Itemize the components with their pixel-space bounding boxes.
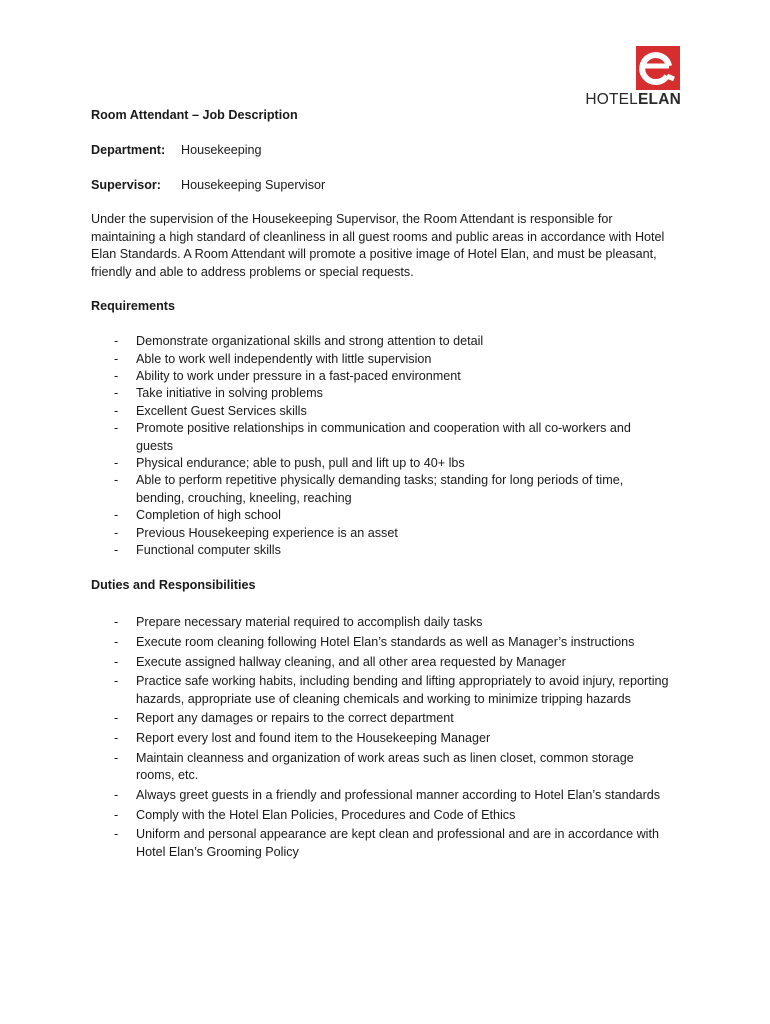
- duties-heading: Duties and Responsibilities: [91, 577, 256, 592]
- list-item: - Promote positive relationships in communication and cooperation with all co-workers and guests: [91, 420, 671, 455]
- requirements-heading: Requirements: [91, 299, 175, 314]
- logo-word-hotel: HOTEL: [585, 91, 638, 108]
- logo-e-icon: [636, 46, 680, 90]
- logo-word-elan: ELAN: [638, 91, 681, 108]
- list-item: - Comply with the Hotel Elan Policies, Procedures and Code of Ethics: [91, 807, 671, 824]
- list-item: - Functional computer skills: [91, 542, 671, 559]
- document-title: Room Attendant – Job Description: [91, 108, 298, 122]
- list-item: - Execute room cleaning following Hotel Elan’s standards as well as Manager’s instructions: [91, 634, 671, 651]
- department-value: Housekeeping: [181, 142, 262, 157]
- list-item: - Completion of high school: [91, 507, 671, 524]
- department-label: Department:: [91, 142, 166, 157]
- supervisor-row: [91, 177, 681, 194]
- list-item: - Practice safe working habits, including bending and lifting appropriately to avoid injury, reporting hazards, appropriate use of cleaning chemicals and working to minimize tripping hazards: [91, 673, 671, 708]
- job-description: [91, 107, 681, 863]
- list-item: - Always greet guests in a friendly and professional manner according to Hotel Elan’s standards: [91, 787, 671, 804]
- list-item: - Able to perform repetitive physically demanding tasks; standing for long periods of time, bending, crouching, kneeling, reaching: [91, 472, 671, 507]
- list-item: - Prepare necessary material required to accomplish daily tasks: [91, 614, 671, 631]
- list-item: - Execute assigned hallway cleaning, and all other area requested by Manager: [91, 654, 671, 671]
- supervisor-value: Housekeeping Supervisor: [181, 177, 326, 192]
- duties-list: [91, 614, 681, 861]
- list-item: - Report any damages or repairs to the correct department: [91, 710, 671, 727]
- list-item: - Demonstrate organizational skills and strong attention to detail: [91, 333, 671, 350]
- intro-paragraph: Under the supervision of the Housekeeping Supervisor, the Room Attendant is responsible for maintaining a high standard of cleanliness in all guest rooms and public areas in accordance with Hotel Elan Standards. A Room Attendant will promote a positive image of Hotel Elan, and must be pleasant, friendly and able to address problems or special requests.: [91, 212, 665, 279]
- list-item: - Previous Housekeeping experience is an asset: [91, 525, 671, 542]
- list-item: - Uniform and personal appearance are kept clean and professional and are in accordance with Hotel Elan’s Grooming Policy: [91, 826, 671, 861]
- list-item: - Ability to work under pressure in a fast-paced environment: [91, 368, 671, 385]
- list-item: - Physical endurance; able to push, pull and lift up to 40+ lbs: [91, 455, 671, 472]
- logo-mark: [636, 46, 680, 90]
- list-item: - Maintain cleanness and organization of work areas such as linen closet, common storage rooms, etc.: [91, 750, 671, 785]
- logo-wordmark: [585, 91, 681, 108]
- department-row: [91, 142, 681, 159]
- list-item: - Excellent Guest Services skills: [91, 403, 671, 420]
- hotel-elan-logo: [583, 46, 681, 108]
- list-item: - Report every lost and found item to the Housekeeping Manager: [91, 730, 671, 747]
- list-item: - Take initiative in solving problems: [91, 385, 671, 402]
- list-item: - Able to work well independently with little supervision: [91, 351, 671, 368]
- supervisor-label: Supervisor:: [91, 177, 161, 192]
- requirements-list: [91, 333, 681, 559]
